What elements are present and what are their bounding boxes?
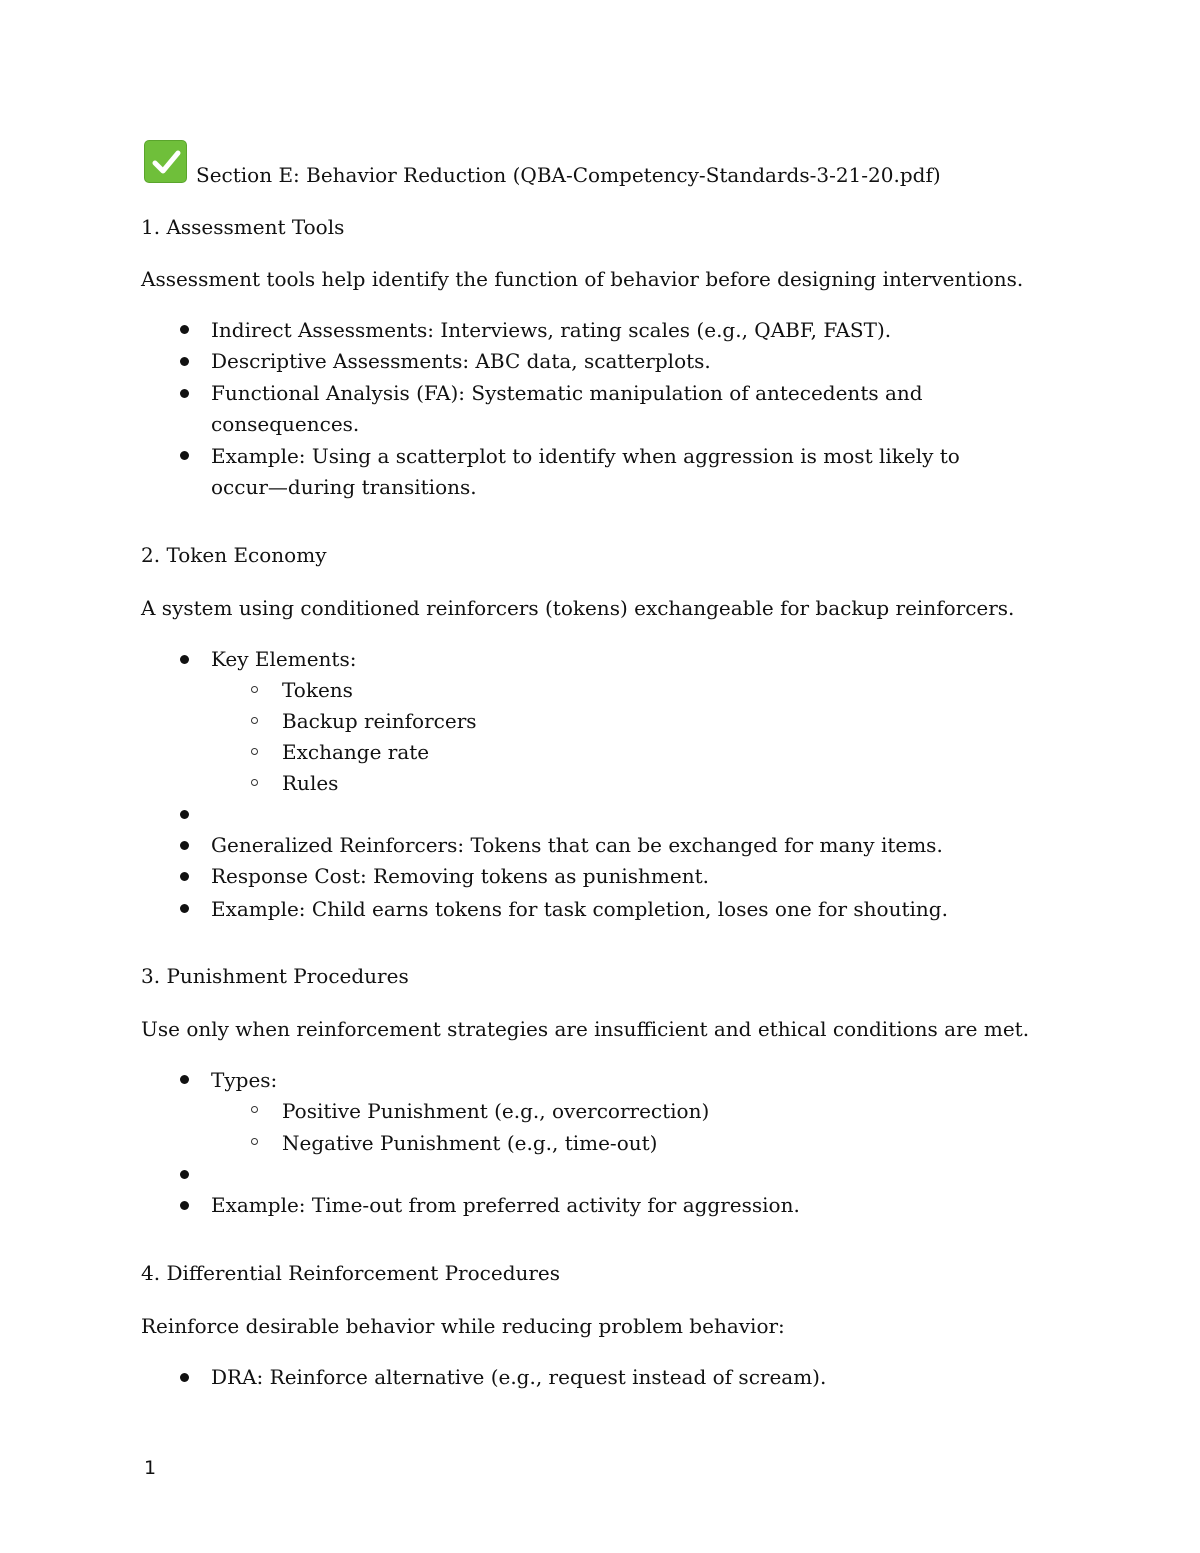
sub-bullet-icon [251, 1138, 258, 1145]
section-intro: Assessment tools help identify the function of behavior before designing interventions. [141, 267, 1024, 291]
list-item: Indirect Assessments: Interviews, rating scales (e.g., QABF, FAST). [211, 318, 892, 342]
sub-list-item: Backup reinforcers [282, 709, 477, 733]
bullet-icon [180, 325, 189, 334]
bullet-icon [180, 451, 189, 460]
empty-bullet-icon [180, 810, 189, 819]
sub-list-item: Negative Punishment (e.g., time-out) [282, 1131, 658, 1155]
sub-bullet-icon [251, 717, 258, 724]
list-item: Key Elements: [211, 647, 357, 671]
sub-list-item: Rules [282, 771, 339, 795]
section-intro: A system using conditioned reinforcers (tokens) exchangeable for backup reinforcers. [141, 596, 1015, 620]
empty-bullet-icon [180, 1170, 189, 1179]
bullet-icon [180, 1373, 189, 1382]
section-intro: Reinforce desirable behavior while reducing problem behavior: [141, 1314, 785, 1338]
list-item-continuation: consequences. [211, 412, 360, 436]
list-item: Generalized Reinforcers: Tokens that can be exchanged for many items. [211, 833, 943, 857]
list-item: Descriptive Assessments: ABC data, scatterplots. [211, 349, 711, 373]
sub-bullet-icon [251, 686, 258, 693]
check-mark-icon [144, 140, 187, 183]
section-title-assessment-tools: 1. Assessment Tools [141, 215, 345, 239]
section-title-token-economy: 2. Token Economy [141, 543, 327, 567]
list-item-continuation: occur—during transitions. [211, 475, 477, 499]
bullet-icon [180, 1075, 189, 1084]
sub-bullet-icon [251, 779, 258, 786]
section-intro: Use only when reinforcement strategies are insufficient and ethical conditions are met. [141, 1017, 1030, 1041]
bullet-icon [180, 841, 189, 850]
page-number: 1 [144, 1457, 157, 1479]
section-title-punishment-procedures: 3. Punishment Procedures [141, 964, 409, 988]
sub-list-item: Positive Punishment (e.g., overcorrection) [282, 1099, 710, 1123]
document-heading: Section E: Behavior Reduction (QBA-Competency-Standards-3-21-20.pdf) [196, 163, 941, 187]
bullet-icon [180, 357, 189, 366]
section-title-differential-reinforcement: 4. Differential Reinforcement Procedures [141, 1261, 561, 1285]
sub-bullet-icon [251, 1106, 258, 1113]
list-item: Example: Time-out from preferred activity for aggression. [211, 1193, 800, 1217]
sub-list-item: Tokens [282, 678, 353, 702]
bullet-icon [180, 655, 189, 664]
list-item: Example: Using a scatterplot to identify when aggression is most likely to [211, 444, 960, 468]
list-item: Example: Child earns tokens for task completion, loses one for shouting. [211, 897, 948, 921]
bullet-icon [180, 389, 189, 398]
bullet-icon [180, 872, 189, 881]
sub-bullet-icon [251, 748, 258, 755]
bullet-icon [180, 1201, 189, 1210]
bullet-icon [180, 904, 189, 913]
list-item: Response Cost: Removing tokens as punishment. [211, 864, 709, 888]
list-item: Types: [211, 1068, 278, 1092]
list-item: DRA: Reinforce alternative (e.g., request instead of scream). [211, 1365, 827, 1389]
list-item: Functional Analysis (FA): Systematic manipulation of antecedents and [211, 381, 923, 405]
sub-list-item: Exchange rate [282, 740, 430, 764]
